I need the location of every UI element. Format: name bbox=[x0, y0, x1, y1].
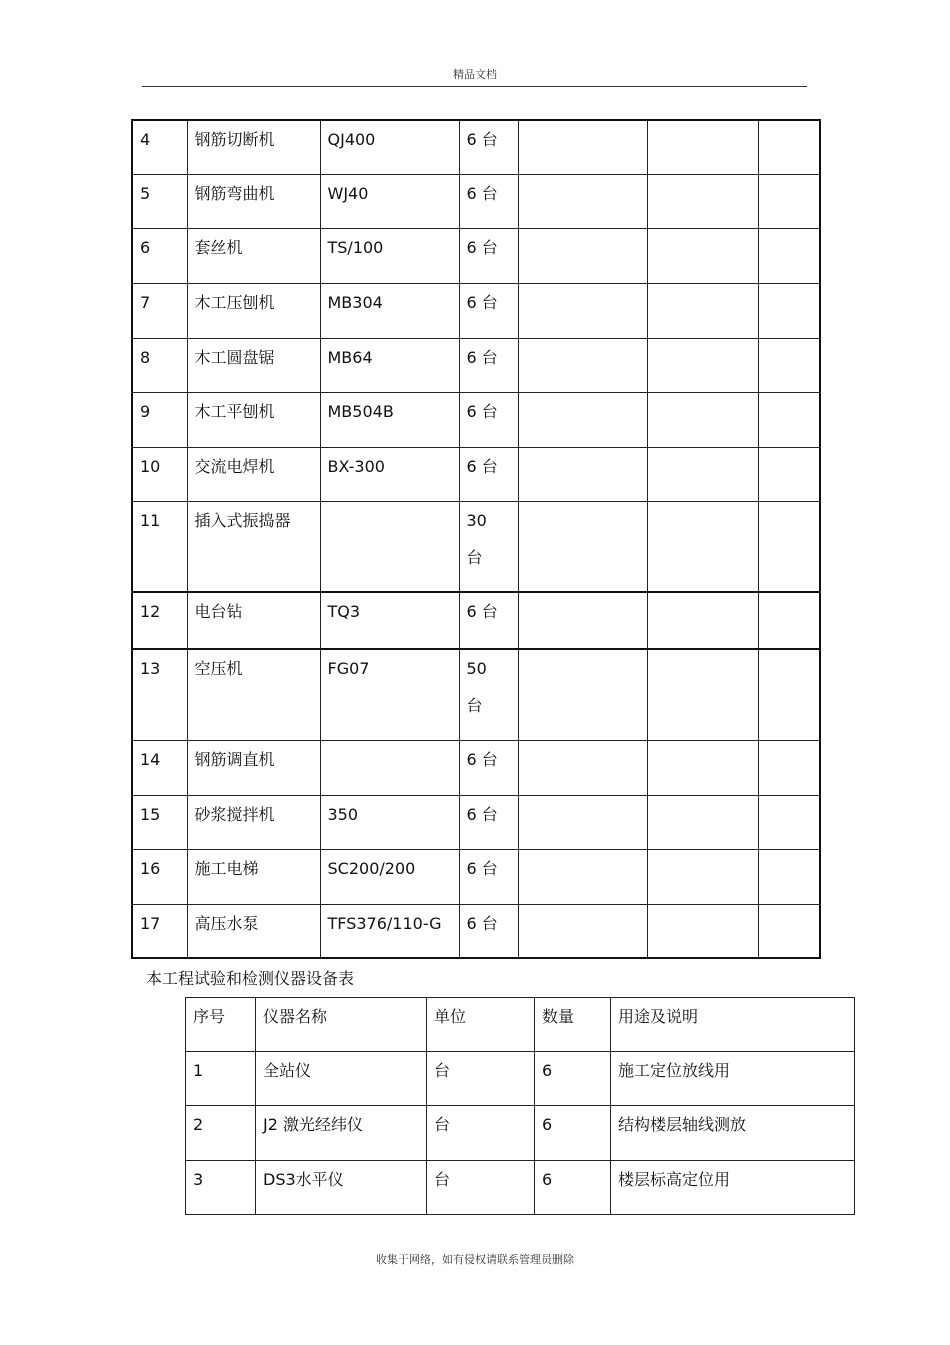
equipment-no-cell: 9 bbox=[132, 392, 187, 447]
equipment-model-cell: MB304 bbox=[320, 283, 459, 338]
equipment-empty-cell bbox=[758, 649, 820, 740]
equipment-empty-cell bbox=[647, 228, 758, 283]
equipment-qty-cell: 6 台 bbox=[459, 592, 518, 649]
equipment-no-cell: 6 bbox=[132, 228, 187, 283]
equipment-name-cell: 交流电焊机 bbox=[187, 447, 320, 501]
equipment-name-cell: 木工圆盘锯 bbox=[187, 338, 320, 392]
instrument-usage-cell: 结构楼层轴线测放 bbox=[611, 1106, 855, 1161]
equipment-model-cell: 350 bbox=[320, 795, 459, 849]
equipment-name-cell: 施工电梯 bbox=[187, 849, 320, 904]
instrument-header-cell: 数量 bbox=[535, 998, 611, 1052]
equipment-qty-cell: 6 台 bbox=[459, 795, 518, 849]
equipment-name-cell: 钢筋调直机 bbox=[187, 740, 320, 795]
equipment-empty-cell bbox=[647, 849, 758, 904]
instrument-qty-cell: 6 bbox=[535, 1106, 611, 1161]
instrument-usage-cell: 施工定位放线用 bbox=[611, 1052, 855, 1106]
equipment-no-cell: 7 bbox=[132, 283, 187, 338]
equipment-row bbox=[132, 120, 820, 174]
equipment-name-cell: 插入式振捣器 bbox=[187, 501, 320, 592]
equipment-empty-cell bbox=[758, 447, 820, 501]
equipment-name-cell: 高压水泵 bbox=[187, 904, 320, 958]
equipment-no-cell: 10 bbox=[132, 447, 187, 501]
equipment-empty-cell bbox=[758, 174, 820, 228]
equipment-name-cell: 套丝机 bbox=[187, 228, 320, 283]
equipment-empty-cell bbox=[518, 120, 647, 174]
instrument-table bbox=[185, 997, 855, 1215]
equipment-row bbox=[132, 849, 820, 904]
instrument-row bbox=[186, 1161, 855, 1215]
equipment-qty-cell: 6 台 bbox=[459, 740, 518, 795]
equipment-empty-cell bbox=[518, 649, 647, 740]
equipment-qty-cell: 50 台 bbox=[459, 649, 518, 740]
equipment-name-cell: 砂浆搅拌机 bbox=[187, 795, 320, 849]
equipment-empty-cell bbox=[647, 649, 758, 740]
equipment-qty-cell: 6 台 bbox=[459, 849, 518, 904]
equipment-no-cell: 5 bbox=[132, 174, 187, 228]
equipment-qty-cell: 6 台 bbox=[459, 904, 518, 958]
equipment-empty-cell bbox=[518, 904, 647, 958]
instrument-unit-cell: 台 bbox=[427, 1161, 535, 1215]
equipment-no-cell: 11 bbox=[132, 501, 187, 592]
equipment-empty-cell bbox=[758, 740, 820, 795]
equipment-no-cell: 12 bbox=[132, 592, 187, 649]
equipment-row bbox=[132, 283, 820, 338]
equipment-empty-cell bbox=[647, 904, 758, 958]
equipment-table bbox=[131, 119, 821, 959]
instrument-name-cell: DS3水平仪 bbox=[256, 1161, 427, 1215]
header-rule bbox=[142, 86, 807, 87]
equipment-name-cell: 钢筋切断机 bbox=[187, 120, 320, 174]
equipment-qty-cell: 6 台 bbox=[459, 174, 518, 228]
equipment-model-cell: FG07 bbox=[320, 649, 459, 740]
instrument-unit-cell: 台 bbox=[427, 1052, 535, 1106]
equipment-model-cell: MB64 bbox=[320, 338, 459, 392]
equipment-row bbox=[132, 501, 820, 592]
equipment-name-cell: 电台钻 bbox=[187, 592, 320, 649]
equipment-empty-cell bbox=[518, 447, 647, 501]
equipment-empty-cell bbox=[647, 392, 758, 447]
instrument-no-cell: 2 bbox=[186, 1106, 256, 1161]
equipment-no-cell: 4 bbox=[132, 120, 187, 174]
instrument-usage-cell: 楼层标高定位用 bbox=[611, 1161, 855, 1215]
equipment-name-cell: 木工平刨机 bbox=[187, 392, 320, 447]
equipment-empty-cell bbox=[758, 392, 820, 447]
equipment-empty-cell bbox=[758, 849, 820, 904]
equipment-row bbox=[132, 338, 820, 392]
equipment-empty-cell bbox=[758, 592, 820, 649]
equipment-empty-cell bbox=[518, 501, 647, 592]
equipment-empty-cell bbox=[758, 283, 820, 338]
equipment-empty-cell bbox=[647, 338, 758, 392]
equipment-model-cell bbox=[320, 501, 459, 592]
equipment-model-cell: MB504B bbox=[320, 392, 459, 447]
instrument-header-row bbox=[186, 998, 855, 1052]
equipment-row bbox=[132, 740, 820, 795]
equipment-model-cell: SC200/200 bbox=[320, 849, 459, 904]
equipment-no-cell: 8 bbox=[132, 338, 187, 392]
equipment-empty-cell bbox=[647, 592, 758, 649]
equipment-no-cell: 17 bbox=[132, 904, 187, 958]
equipment-qty-cell: 6 台 bbox=[459, 392, 518, 447]
instrument-header-cell: 仪器名称 bbox=[256, 998, 427, 1052]
equipment-empty-cell bbox=[518, 228, 647, 283]
equipment-empty-cell bbox=[647, 174, 758, 228]
equipment-no-cell: 15 bbox=[132, 795, 187, 849]
equipment-empty-cell bbox=[518, 592, 647, 649]
equipment-no-cell: 13 bbox=[132, 649, 187, 740]
equipment-empty-cell bbox=[758, 338, 820, 392]
equipment-row bbox=[132, 228, 820, 283]
equipment-empty-cell bbox=[518, 740, 647, 795]
equipment-qty-cell: 6 台 bbox=[459, 338, 518, 392]
equipment-row bbox=[132, 174, 820, 228]
equipment-row bbox=[132, 795, 820, 849]
equipment-empty-cell bbox=[518, 338, 647, 392]
equipment-model-cell: TFS376/110-G bbox=[320, 904, 459, 958]
equipment-row bbox=[132, 447, 820, 501]
instrument-row bbox=[186, 1052, 855, 1106]
equipment-model-cell: TS/100 bbox=[320, 228, 459, 283]
instrument-header-cell: 用途及说明 bbox=[611, 998, 855, 1052]
equipment-empty-cell bbox=[518, 283, 647, 338]
equipment-name-cell: 钢筋弯曲机 bbox=[187, 174, 320, 228]
equipment-empty-cell bbox=[758, 501, 820, 592]
page-header: 精品文档 bbox=[453, 68, 497, 81]
equipment-qty-cell: 6 台 bbox=[459, 228, 518, 283]
equipment-empty-cell bbox=[518, 392, 647, 447]
equipment-model-cell: BX-300 bbox=[320, 447, 459, 501]
equipment-empty-cell bbox=[518, 795, 647, 849]
equipment-row bbox=[132, 592, 820, 649]
instrument-header-cell: 单位 bbox=[427, 998, 535, 1052]
equipment-qty-cell: 6 台 bbox=[459, 120, 518, 174]
equipment-row bbox=[132, 904, 820, 958]
equipment-empty-cell bbox=[758, 795, 820, 849]
instrument-no-cell: 3 bbox=[186, 1161, 256, 1215]
equipment-empty-cell bbox=[758, 120, 820, 174]
instrument-header-cell: 序号 bbox=[186, 998, 256, 1052]
instrument-name-cell: 全站仪 bbox=[256, 1052, 427, 1106]
equipment-empty-cell bbox=[758, 904, 820, 958]
equipment-empty-cell bbox=[518, 174, 647, 228]
equipment-no-cell: 16 bbox=[132, 849, 187, 904]
equipment-model-cell bbox=[320, 740, 459, 795]
page-footer: 收集于网络，如有侵权请联系管理员删除 bbox=[376, 1253, 574, 1266]
equipment-qty-cell: 30 台 bbox=[459, 501, 518, 592]
equipment-qty-cell: 6 台 bbox=[459, 447, 518, 501]
instrument-qty-cell: 6 bbox=[535, 1052, 611, 1106]
equipment-model-cell: WJ40 bbox=[320, 174, 459, 228]
equipment-row bbox=[132, 649, 820, 740]
equipment-no-cell: 14 bbox=[132, 740, 187, 795]
equipment-qty-cell: 6 台 bbox=[459, 283, 518, 338]
instrument-unit-cell: 台 bbox=[427, 1106, 535, 1161]
equipment-model-cell: QJ400 bbox=[320, 120, 459, 174]
equipment-empty-cell bbox=[647, 283, 758, 338]
instrument-name-cell: J2 激光经纬仪 bbox=[256, 1106, 427, 1161]
equipment-empty-cell bbox=[518, 849, 647, 904]
equipment-empty-cell bbox=[647, 447, 758, 501]
equipment-empty-cell bbox=[647, 795, 758, 849]
equipment-model-cell: TQ3 bbox=[320, 592, 459, 649]
equipment-empty-cell bbox=[647, 120, 758, 174]
instrument-no-cell: 1 bbox=[186, 1052, 256, 1106]
equipment-row bbox=[132, 392, 820, 447]
instrument-table-caption: 本工程试验和检测仪器设备表 bbox=[146, 969, 355, 988]
equipment-empty-cell bbox=[647, 501, 758, 592]
instrument-qty-cell: 6 bbox=[535, 1161, 611, 1215]
equipment-empty-cell bbox=[647, 740, 758, 795]
equipment-empty-cell bbox=[758, 228, 820, 283]
equipment-name-cell: 空压机 bbox=[187, 649, 320, 740]
equipment-name-cell: 木工压刨机 bbox=[187, 283, 320, 338]
instrument-row bbox=[186, 1106, 855, 1161]
